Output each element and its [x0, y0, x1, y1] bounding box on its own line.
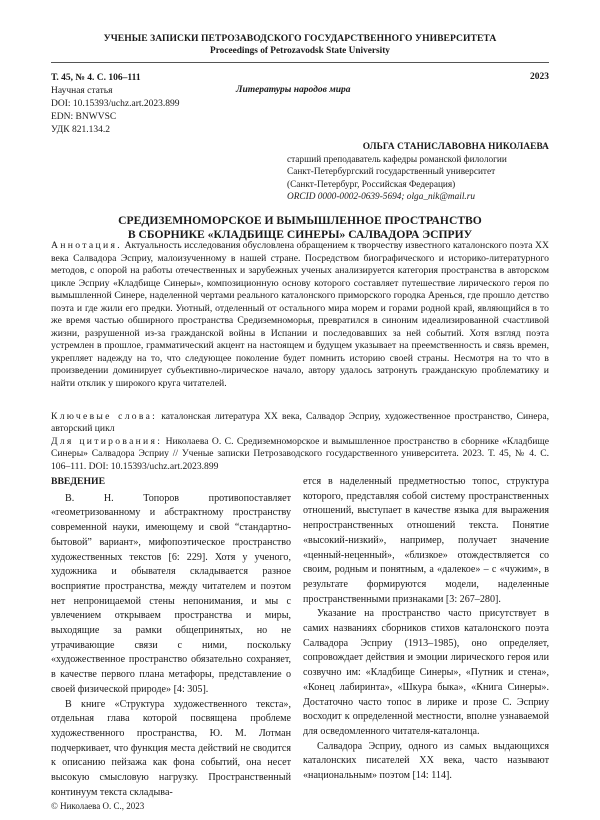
author-block [287, 141, 549, 203]
edn: EDN: BNWVSC [51, 112, 117, 122]
author-university: Санкт-Петербургский государственный университет [287, 167, 496, 178]
body-paragraph: ется в наделенный предметностью топос, структура которого, представляя собой систему пространственных отношений, выступает в качестве языка для выражения непространственных отношений текста. Понятие «высокий-низкий», например, получает значение «ценный-неценный», «близкое» отождествляется со своим, родным и понятным, а «далекое» – с «чужим», в результате формируются модели, наделенные пространственными признаками [3: 267–280]. [303, 476, 549, 605]
volume-pages: Т. 45, № 4. С. 106–111 [51, 73, 141, 83]
body-paragraph: Салвадора Эсприу, одного из самых выдающихся каталонских писателей XX века, часто называют «национальным» поэтом [14: 114]. [303, 740, 549, 782]
keywords [51, 411, 549, 436]
journal-title-ru: УЧЕНЫЕ ЗАПИСКИ ПЕТРОЗАВОДСКОГО ГОСУДАРСТВЕННОГО УНИВЕРСИТЕТА [103, 33, 497, 44]
article-type: Научная статья [51, 86, 113, 96]
citation [51, 436, 549, 473]
article-title [51, 214, 549, 242]
body-column-left [51, 475, 291, 800]
author-position: старший преподаватель кафедры романской филологии [287, 155, 507, 166]
keywords-label: Ключевые слова: [51, 411, 158, 422]
citation-label: Для цитирования: [51, 436, 163, 447]
author-name: ОЛЬГА СТАНИСЛАВОВНА НИКОЛАЕВА [362, 142, 549, 152]
abstract-label: Аннотация. [51, 240, 122, 251]
udk: УДК 821.134.2 [51, 125, 110, 135]
journal-title-en: Proceedings of Petrozavodsk State University [210, 46, 390, 56]
section-heading: ВВЕДЕНИЕ [51, 476, 106, 487]
author-orcid-email[interactable]: ORCID 0000-0002-0639-5694; olga_nik@mail.ru [287, 191, 476, 202]
title-line-2: В СБОРНИКЕ «КЛАДБИЩЕ СИНЕРЫ» САЛВАДОРА ЭСПРИУ [127, 228, 473, 241]
title-line-1: СРЕДИЗЕМНОМОРСКОЕ И ВЫМЫШЛЕННОЕ ПРОСТРАНСТВО [118, 214, 482, 227]
abstract [51, 240, 549, 391]
body-paragraph: В. Н. Топоров противопоставляет «геометризованному и абстрактному пространству современной науки, имеющему и свой “стандартно-бытовой” вариант», мифопоэтическое пространство художественных текстов [6: 229]. Хотя у ученого, художника и обывателя складывается разное восприятие пространства, между читателем и поэтом нет непроницаемой стены непонимания, и мы с увлечением открываем пространства и миры, выходящие за рамки общепринятых, но не утрачивающие связи с ними, поскольку «художественное пространство обязательно сохраняет, в качестве первого плана метафоры, представление о своей физической природе» [4: 305]. [51, 492, 291, 695]
body-paragraph: В книге «Структура художественного текста», отдельная глава которой посвящена проблеме художественного пространства, Ю. М. Лотман подчеркивает, что функция места действий не сводится к описанию пейзажа как фона событий, она несет высокую смысловую нагрузку. Пространственный континуум текста складыва- [51, 698, 291, 798]
body-paragraph: Указание на пространство часто присутствует в самих названиях сборников стихов каталонского поэта Салвадора Эсприу (1913–1985), оно определяет, сопровождает действия и эмоции лирического героя или созвучно им: «Кладбище Синеры», «Путник и стена», «Конец лабиринта», «Шкура быка», «Книга Синеры». Достаточно часто топос в лирике и прозе С. Эсприу восходит к определенной местности, вполне узнаваемой для осведомленного читателя-каталонца. [303, 608, 549, 737]
doi[interactable]: DOI: 10.15393/uchz.art.2023.899 [51, 99, 180, 109]
body-column-right [303, 475, 549, 784]
citation-text: Николаева О. С. Средиземноморское и вымышленное пространство в сборнике «Кладбище Синеры» Салвадора Эсприу // Ученые записки Петрозаводского государственного университета. 2023. Т. 45, № 4. С. 106–111. DOI: 10.15393/uchz.art.2023.899 [51, 436, 549, 472]
abstract-text: Актуальность исследования обусловлена обращением к творчеству известного каталонского поэта XX века Салвадора Эсприу, малоизученному в нашей стране. Посредством биографического и историко-литературного методов, с опорой на работы отечественных и зарубежных ученых анализируется категория пространства в авторском цикле Эсприу «Кладбище Синеры», композиционную основу которого составляет путешествие лирического героя по вымышленной Синере, наделенной чертами реального каталонского приморского городка Аренься, где прошло детство поэта и где жили его предки. Уютный, отделенный от остального мира морем и горами родной край, являющийся в то же время частью обширного пространства Средиземноморья, превратился в синоним идеализированной счастливой жизни, разрушенной из-за гражданской войны в Испании и последовавших за ней событий. Хотя взгляд поэта устремлен в прошлое, грамматический акцент на настоящем и будущем указывает на преемственность и связь времен, укрепляет надежду на то, что следующее поколение будет помнить историю своей страны. Несмотря на то что в произведении доминирует субъективно-лирическое начало, автору удалось затронуть гражданскую проблематику и найти отклик у широкого круга читателей. [51, 240, 550, 390]
journal-section: Литературы народов мира [236, 85, 351, 95]
header-divider [51, 62, 549, 63]
keywords-text: каталонская литература XX века, Салвадор Эсприу, художественное пространство, Синера, авторский цикл [51, 411, 550, 435]
copyright-notice: © Николаева О. С., 2023 [51, 801, 145, 811]
author-location: (Санкт-Петербург, Российская Федерация) [287, 179, 456, 190]
publication-year: 2023 [530, 72, 549, 82]
